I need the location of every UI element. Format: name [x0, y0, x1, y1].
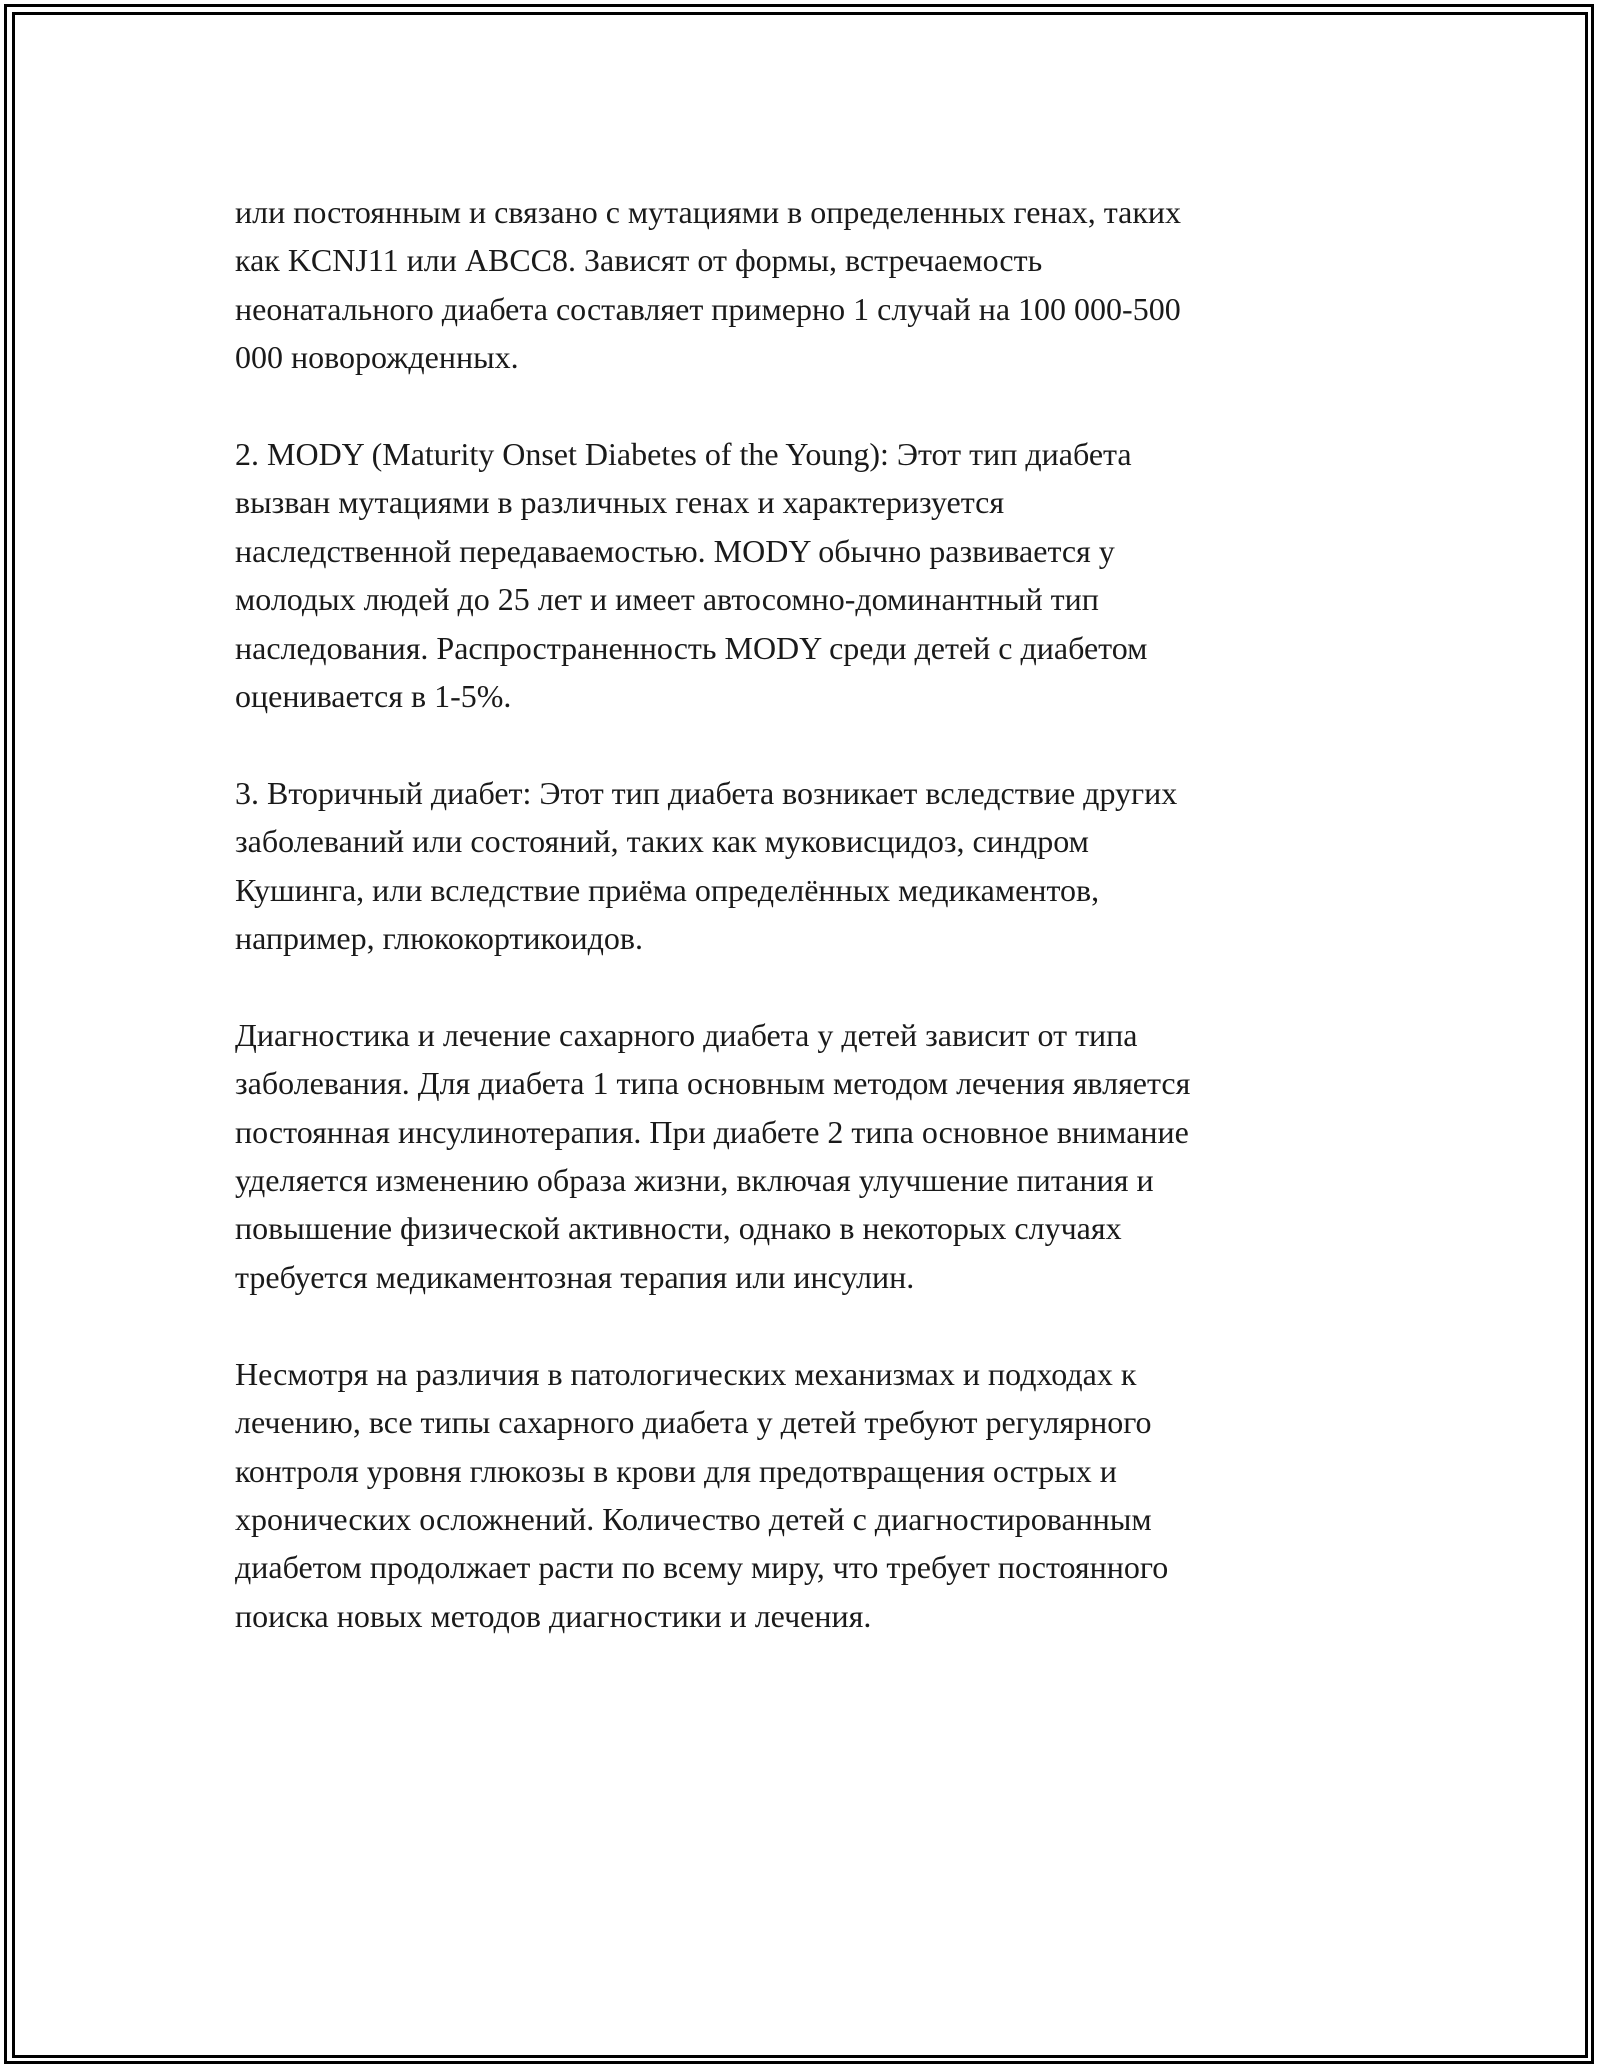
- paragraph-diagnosis-treatment: Диагностика и лечение сахарного диабета у детей зависит от типа заболевания. Для диабета 1 типа основным методом лечения является постоянная инсулинотерапия. При диабете 2 типа основное внимание уделяется изменению образа жизни, включая улучшение питания и повышение физической активности, однако в некоторых случаях требуется медикаментозная терапия или инсулин.: [235, 1016, 1191, 1295]
- paragraph-conclusion: Несмотря на различия в патологических механизмах и подходах к лечению, все типы сахарного диабета у детей требуют регулярного контроля уровня глюкозы в крови для предотвращения острых и хронических осложнений. Количество детей с диагностированным диабетом продолжает расти по всему миру, что требует постоянного поиска новых методов диагностики и лечения.: [235, 1355, 1169, 1634]
- document-body: [235, 188, 1355, 1689]
- paragraph-mody: 2. MODY (Maturity Onset Diabetes of the Young): Этот тип диабета вызван мутациями в различных генах и характеризуется наследственной передаваемостью. MODY обычно развивается у молодых людей до 25 лет и имеет автосомно-доминантный тип наследования. Распространенность MODY среди детей с диабетом оценивается в 1-5%.: [235, 436, 1148, 715]
- paragraph-neonatal-continuation: или постоянным и связано с мутациями в определенных генах, таких как KCNJ11 или ABCC8. Зависят от формы, встречаемость неонатального диабета составляет примерно 1 случай на 100 000-500 000 новорожденных.: [235, 194, 1181, 376]
- paragraph-secondary-diabetes: 3. Вторичный диабет: Этот тип диабета возникает вследствие других заболеваний или состояний, таких как муковисцидоз, синдром Кушинга, или вследствие приёма определённых медикаментов, например, глюкокортикоидов.: [235, 774, 1178, 957]
